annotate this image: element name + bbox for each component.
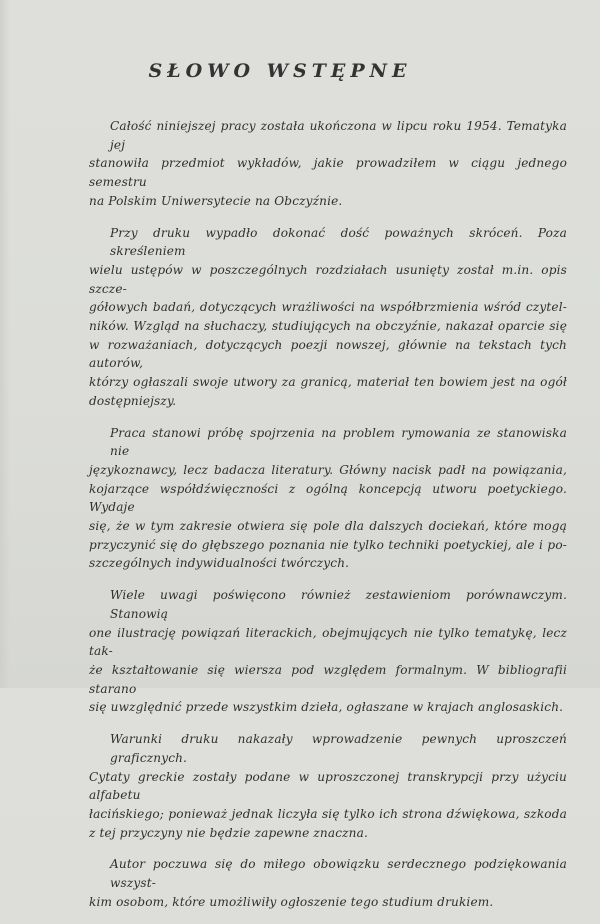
text-line: kim osobom, które umożliwiły ogłoszenie tego studium drukiem. <box>89 894 494 909</box>
paragraph-1 <box>89 117 567 211</box>
text-line: Autor poczuwa się do miłego obowiązku serdecznego podziękowania wszyst- <box>110 857 567 891</box>
text-line: Cytaty greckie zostały podane w uproszczonej transkrypcji przy użyciu alfabetu <box>89 769 567 803</box>
text-line: że kształtowanie się wiersza pod względem formalnym. W bibliografii starano <box>89 662 567 696</box>
paragraph-3 <box>89 424 567 574</box>
text-line: przyczynić się do głębszego poznania nie tylko techniki poetyckiej, ale i po- <box>89 537 567 552</box>
text-line: się, że w tym zakresie otwiera się pole dla dalszych dociekań, które mogą <box>89 519 567 534</box>
text-line: one ilustrację powiązań literackich, obejmujących nie tylko tematykę, lecz tak- <box>89 625 567 659</box>
paragraph-4 <box>89 586 567 717</box>
text-line: kojarzące współdźwięczności z ogólną koncepcją utworu poetyckiego. Wydaje <box>89 481 567 515</box>
text-line: Całość niniejszej pracy została ukończona w lipcu roku 1954. Tematyka jej <box>110 119 567 152</box>
text-line: w rozważaniach, dotyczących poezji nowszej, głównie na tekstach tych autorów, <box>89 337 567 371</box>
text-line: językoznawcy, lecz badacza literatury. Główny nacisk padł na powiązania, <box>89 462 567 477</box>
paragraph-6 <box>89 855 567 911</box>
text-line: Warunki druku nakazały wprowadzenie pewnych uproszczeń graficznych. <box>110 732 567 765</box>
text-line: gółowych badań, dotyczących wrażliwości na współbrzmienia wśród czytel- <box>89 300 567 315</box>
preface-body <box>89 117 567 924</box>
text-line: Praca stanowi próbę spojrzenia na problem rymowania ze stanowiska nie <box>110 425 567 459</box>
paragraph-2 <box>89 224 567 411</box>
text-line: wielu ustępów w poszczególnych rozdziałach usunięty został m.in. opis szcze- <box>89 262 567 296</box>
page-edge-shadow <box>0 0 10 688</box>
text-line: Przy druku wypadło dokonać dość poważnych skróceń. Poza skreśleniem <box>110 225 567 259</box>
text-line: łacińskiego; ponieważ jednak liczyła się tylko ich strona dźwiękowa, szkoda <box>89 806 567 821</box>
text-line: ników. Wzgląd na słuchaczy, studiujących na obczyźnie, nakazał oparcie się <box>89 319 567 334</box>
text-line: z tej przyczyny nie będzie zapewne znaczna. <box>89 825 368 840</box>
text-line: dostępniejszy. <box>89 393 177 408</box>
text-line: szczególnych indywidualności twórczych. <box>89 556 350 571</box>
paragraph-5 <box>89 730 567 842</box>
text-line: Wiele uwagi poświęcono również zestawieniom porównawczym. Stanowią <box>110 588 567 621</box>
text-line: którzy ogłaszali swoje utwory za granicą, materiał ten bowiem jest na ogół <box>89 375 567 390</box>
text-line: się uwzględnić przede wszystkim dzieła, ogłaszane w krajach anglosaskich. <box>89 700 564 715</box>
text-line: stanowiła przedmiot wykładów, jakie prowadziłem w ciągu jednego semestru <box>89 156 567 190</box>
page-title: SŁOWO WSTĘPNE <box>148 59 412 82</box>
text-line: na Polskim Uniwersytecie na Obczyźnie. <box>89 193 343 208</box>
